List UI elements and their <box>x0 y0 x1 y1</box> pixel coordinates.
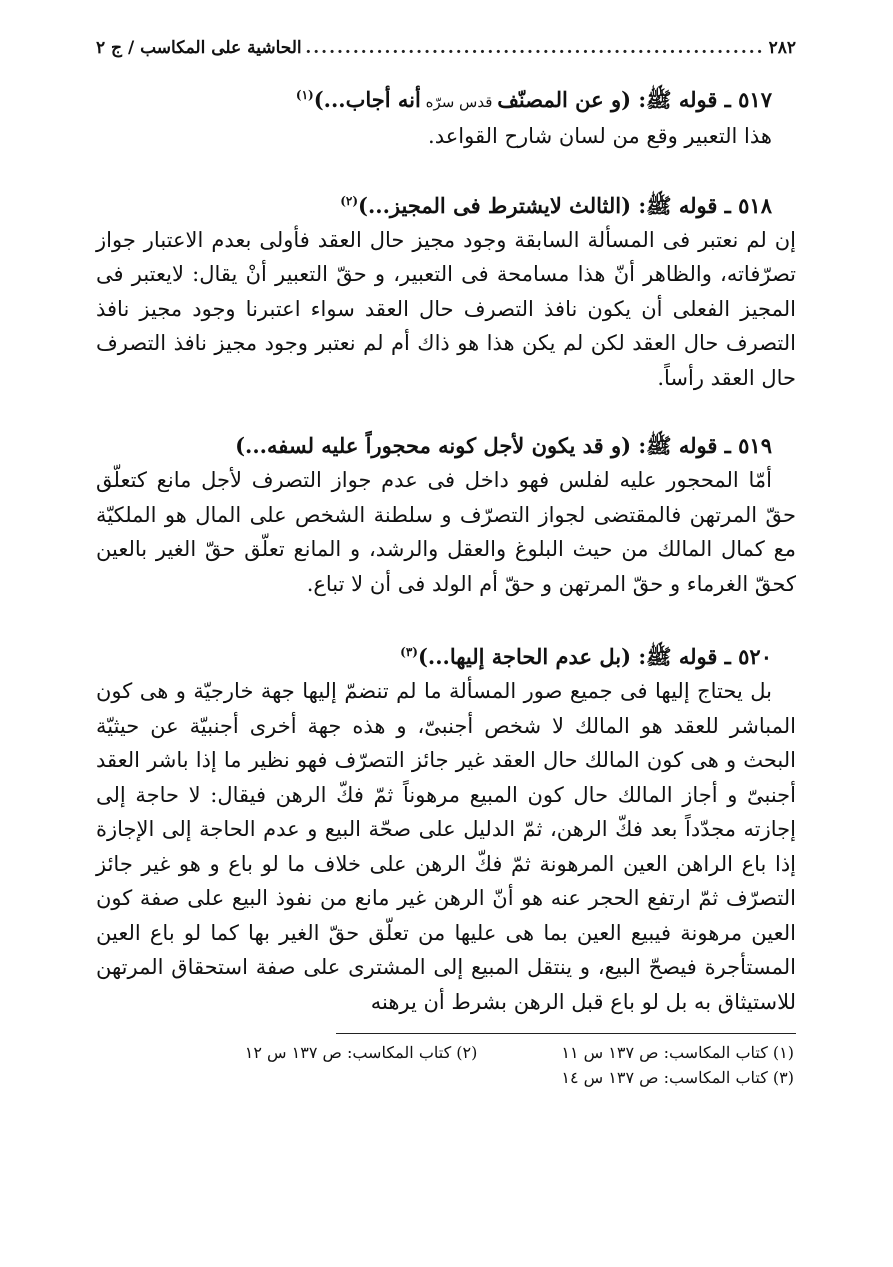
section-paragraph: أمّا المحجور عليه لفلس فهو داخل فى عدم جواز التصرف لأجل مانع كتعلّق حقّ المرتهن فالمقتضى لجواز التصرّف و سلطنة الشخص على المال هو الملكيّة مع كمال المالك من حيث البلوغ والعقل والرشد، و المانع تعلّق حقّ الغير بالعين كحقّ الغرماء و حقّ المرتهن و حقّ أم الولد فى أن لا تباع. <box>96 468 796 596</box>
section-520 <box>96 635 796 1019</box>
honorific: ﷺ <box>646 644 672 669</box>
page <box>96 28 796 1090</box>
heading-prefix: ٥١٧ ـ قوله <box>678 87 772 112</box>
heading-quote: : (بل عدم الحاجة إليها...) <box>417 644 647 669</box>
footnote-ref[interactable]: (١) <box>295 88 314 102</box>
section-heading <box>96 184 772 223</box>
section-518 <box>96 184 796 396</box>
footnote-2: (٢) كتاب المكاسب: ص ١٣٧ س ١٢ <box>244 1043 478 1062</box>
book-title: الحاشية على المكاسب / ج ٢ <box>96 38 302 58</box>
section-paragraph: إن لم نعتبر فى المسألة السابقة وجود مجيز حال العقد فأولى بعدم الاعتبار جواز تصرّفاته، والظاهر أنّ هذا مسامحة فى التعبير، و حقّ التعبير أنْ يقال: لايعتبر فى المجيز الفعلى أن يكون نافذ التصرف حال العقد سواء اعتبرنا وجود مجيز نافذ التصرف حال العقد لكن لم يكن هذا هو ذاك أم لم نعتبر وجود مجيز نافذ التصرف حال العقد رأساً. <box>96 227 796 390</box>
section-517 <box>96 78 796 154</box>
footnote-3: (٣) كتاب المكاسب: ص ١٣٧ س ١٤ <box>561 1068 794 1087</box>
heading-prefix: ٥١٩ ـ قوله <box>678 433 772 458</box>
heading-honorific-small: قدس سرّه <box>420 93 498 111</box>
section-heading <box>96 429 772 463</box>
heading-prefix: ٥١٨ ـ قوله <box>678 192 772 218</box>
footnote-divider <box>336 1033 796 1034</box>
honorific: ﷺ <box>646 433 672 458</box>
footnote-ref[interactable]: (٣) <box>400 645 418 659</box>
honorific: ﷺ <box>646 192 672 218</box>
footnote-row <box>96 1065 794 1090</box>
section-heading <box>96 78 772 119</box>
section-heading <box>96 635 772 674</box>
running-head <box>96 28 796 68</box>
heading-rest: أنه أجاب...) <box>313 87 421 112</box>
section-519 <box>96 429 796 601</box>
footnote-row <box>96 1040 794 1065</box>
footnote-1: (١) كتاب المكاسب: ص ١٣٧ س ١١ <box>561 1043 794 1062</box>
honorific: ﷺ <box>646 87 672 112</box>
heading-quote: : (و قد يكون لأجل كونه محجوراً عليه لسفه...) <box>235 433 647 458</box>
leader-dots <box>306 28 765 68</box>
heading-quote: : (و عن المصنّف <box>497 87 647 112</box>
section-paragraph: بل يحتاج إليها فى جميع صور المسألة ما لم تنضمّ إليها جهة خارجيّة و هى كون المباشر للعقد هو المالك لا شخص أجنبىّ، و هذه جهة أخرى أجنبيّة عن حيثيّة البحث و هى كون المالك حال العقد غير جائز التصرّف فهو نظير ما إذا باشر العقد أجنبىّ و أجاز المالك حال كون المبيع مرهوناً ثمّ فكّ الرهن فيقال: لا حاجة إلى إجازته مجدّداً بعد فكّ الرهن، ثمّ الدليل على صحّة البيع و عدم الحاجة إلى الإجازة إذا باع الراهن العين المرهونة ثمّ فكّ الرهن على خلاف ما لو باع و هو غير جائز التصرّف ثمّ ارتفع الحجر عنه هو أنّ الرهن غير مانع من نفوذ البيع على صفة كون العين مرهونة فيبيع العين بما هى عليها من تعلّق حقّ الغير بها كما لو باع العين المستأجرة فيصحّ البيع، و ينتقل المبيع إلى المشترى على صفة استحقاق المرتهن للاستيثاق به بل لو باع قبل الرهن بشرط أن يرهنه <box>96 679 796 1014</box>
footnotes <box>96 1040 796 1090</box>
page-number: ٢٨٢ <box>768 38 796 58</box>
heading-quote: : (الثالث لايشترط فى المجيز...) <box>358 192 647 218</box>
heading-prefix: ٥٢٠ ـ قوله <box>678 644 772 669</box>
section-paragraph: هذا التعبير وقع من لسان شارح القواعد. <box>428 124 772 148</box>
footnote-ref[interactable]: (٢) <box>340 193 359 208</box>
